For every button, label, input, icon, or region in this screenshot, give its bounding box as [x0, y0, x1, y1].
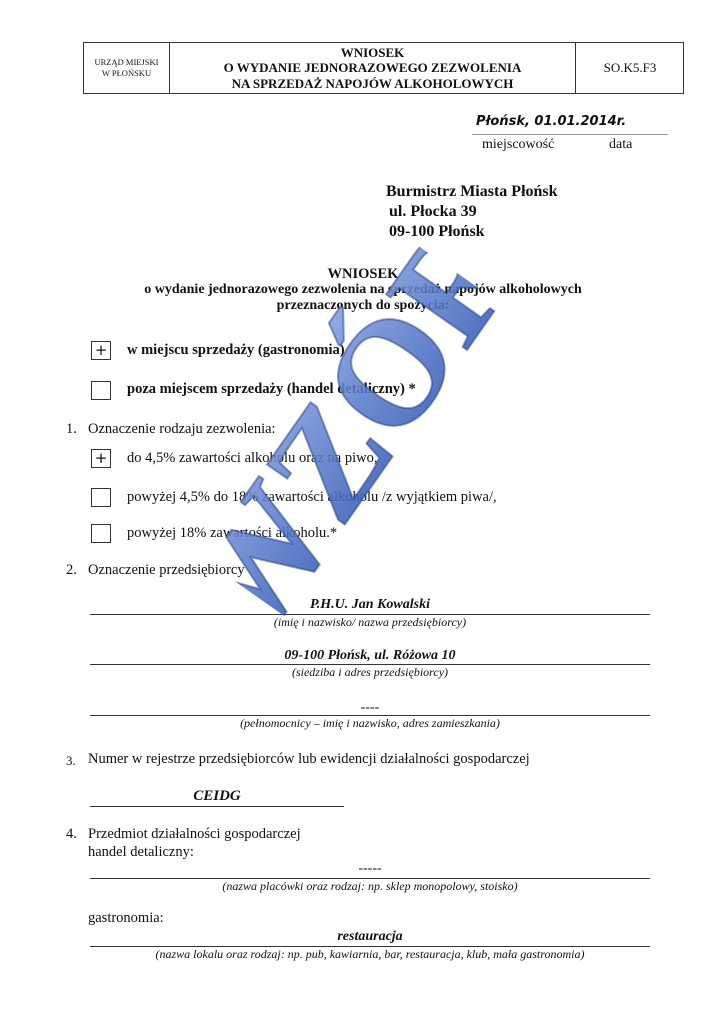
retail-caption: (nazwa placówki oraz rodzaj: np. sklep monopolowy, stoisko) [222, 879, 518, 893]
retail-label: handel detaliczny: [88, 844, 194, 860]
office-name [84, 43, 170, 93]
register-number-line [90, 806, 344, 807]
checkbox-permit-b[interactable] [91, 488, 111, 507]
gastronomy-label: gastronomia: [88, 910, 164, 926]
place-date-value[interactable]: Płońsk, 01.01.2014r. [476, 114, 627, 129]
recipient-line-3: 09-100 Płońsk [389, 223, 485, 240]
entrepreneur-name-field[interactable]: P.H.U. Jan Kowalski [310, 597, 430, 612]
entrepreneur-name-caption: (imię i nazwisko/ nazwa przedsiębiorcy) [273, 615, 467, 629]
header-title-line-2: O WYDANIE JEDNORAZOWEGO ZEZWOLENIA [223, 60, 522, 76]
checkbox-on-premises[interactable]: + [91, 341, 111, 360]
form-code: SO.K5.F3 [603, 60, 657, 75]
option-off-premises-label: poza miejscem sprzedaży (handel detaliczny) * [127, 381, 416, 397]
entrepreneur-address-field[interactable]: 09-100 Płońsk, ul. Różowa 10 [284, 648, 456, 663]
section-3-number: 3. [66, 753, 76, 768]
header-title [170, 43, 576, 93]
header-title-line-1: WNIOSEK [340, 44, 405, 60]
permit-a-label: do 4,5% zawartości alkoholu oraz na piwo, [127, 450, 378, 466]
watermark-text: WZÓR [167, 222, 533, 638]
section-2-number: 2. [66, 562, 77, 578]
place-label: miejscowość [482, 137, 555, 152]
header-title-line-3: NA SPRZEDAŻ NAPOJÓW ALKOHOLOWYCH [231, 75, 514, 91]
retail-field[interactable]: ----- [358, 861, 382, 876]
date-label: data [609, 137, 633, 152]
proxy-caption: (pełnomocnicy – imię i nazwisko, adres zamieszkania) [240, 716, 500, 730]
gastronomy-caption: (nazwa lokalu oraz rodzaj: np. pub, kawiarnia, bar, restauracja, klub, mała gastronomia) [155, 947, 585, 961]
application-title-main: WNIOSEK [327, 266, 399, 282]
entrepreneur-address-caption: (siedziba i adres przedsiębiorcy) [291, 665, 449, 679]
option-on-premises-label: w miejscu sprzedaży (gastronomia) [127, 342, 345, 358]
register-number-field[interactable]: CEIDG [193, 788, 241, 804]
section-4-title: Przedmiot działalności gospodarczej [88, 826, 301, 842]
section-3-title: Numer w rejestrze przedsiębiorców lub ewidencji działalności gospodarczej [88, 751, 530, 767]
office-line-2: W PŁOŃSKU [101, 68, 152, 78]
recipient-line-1: Burmistrz Miasta Płońsk [386, 183, 558, 200]
recipient-address [386, 182, 558, 242]
checkbox-permit-a[interactable]: + [91, 449, 111, 468]
gastronomy-field[interactable]: restauracja [337, 929, 403, 944]
section-2-title: Oznaczenie przedsiębiorcy [88, 562, 245, 578]
section-1-title: Oznaczenie rodzaju zezwolenia: [88, 421, 276, 437]
application-subtitle-line-2: przeznaczonych do spożycia: [276, 298, 450, 313]
section-1-number: 1. [66, 421, 77, 437]
checkbox-off-premises[interactable] [91, 381, 111, 400]
permit-c-label: powyżej 18% zawartości alkoholu.* [127, 525, 338, 541]
office-line-1: URZĄD MIEJSKI [94, 57, 159, 67]
recipient-line-2: ul. Płocka 39 [389, 203, 477, 220]
application-subtitle-line-1: o wydanie jednorazowego zezwolenia na sprzedaż napojów alkoholowych [144, 282, 582, 297]
proxy-field[interactable]: ---- [360, 700, 380, 715]
checkbox-permit-c[interactable] [91, 524, 111, 543]
place-date-line [472, 134, 668, 135]
section-4-number: 4. [66, 826, 77, 842]
permit-b-label: powyżej 4,5% do 18% zawartości alkoholu /z wyjątkiem piwa/, [127, 489, 497, 505]
document-header [83, 42, 684, 94]
